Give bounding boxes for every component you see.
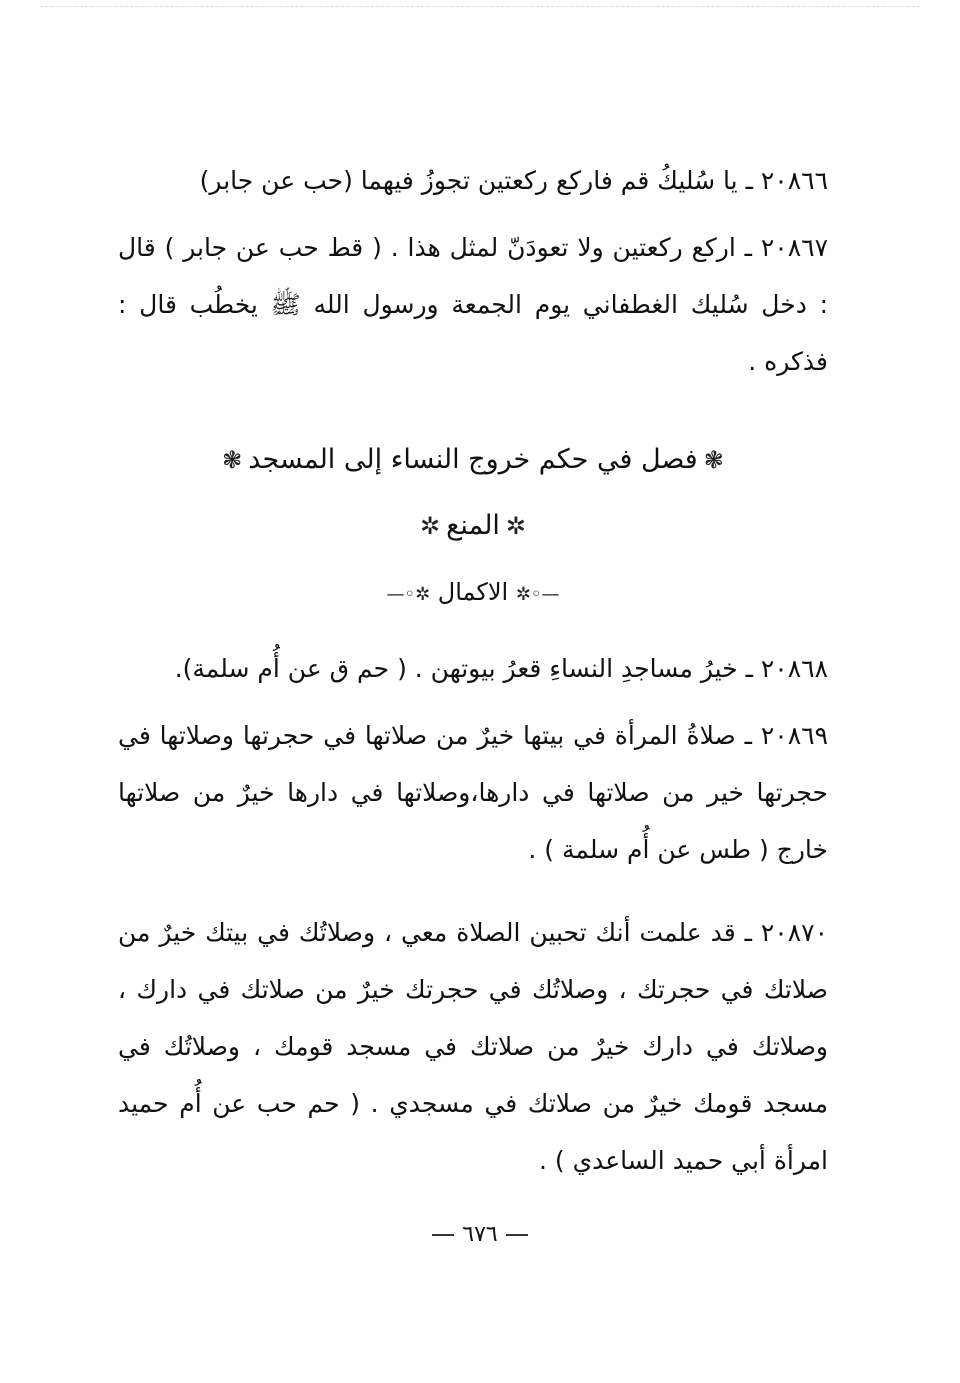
scan-top-rule [40, 6, 920, 7]
ornament-right-icon: ✲ [505, 512, 527, 540]
ornament-left-icon: ❃ [222, 446, 243, 474]
ornament-right-icon: ❃ [703, 446, 724, 474]
subsection-heading [118, 506, 828, 546]
dash-left [432, 1234, 454, 1236]
page-number-text: ٦٧٦ [462, 1222, 498, 1247]
ornament-line-right-icon: —◦✲ [515, 584, 560, 605]
section-heading [118, 440, 828, 480]
hadith-20870: ٢٠٨٧٠ ـ قد علمت أنك تحبين الصلاة معي ، وصلاتُك في بيتك خيرٌ من صلاتك في حجرتك ، وصلاتُك في حجرتك خيرٌ من صلاتك في دارك ، وصلاتك في دارك خيرٌ من صلاتك في مسجد قومك ، وصلاتُك في مسجد قومك خيرٌ من صلاتك في مسجدي . ( حم حب عن أُم حميد امرأة أبي حميد الساعدي ) . [118, 918, 828, 1175]
ornament-line-left-icon: ✲◦— [386, 584, 431, 605]
hadith-20866: ٢٠٨٦٦ ـ يا سُليكُ قم فاركع ركعتين تجوزُ فيهما (حب عن جابر) [199, 166, 828, 195]
subsection-title: المنع [446, 510, 500, 541]
hadith-block-2 [118, 640, 828, 1189]
section-title: فصل في حكم خروج النساء إلى المسجد [248, 444, 698, 475]
dash-right [506, 1234, 528, 1236]
hadith-20867: ٢٠٨٦٧ ـ اركع ركعتين ولا تعودَنّ لمثل هذا . ( قط حب عن جابر ) قال : دخل سُليك الغطفاني يوم الجمعة ورسول الله ﷺ يخطُب قال : فذكره . [118, 233, 828, 376]
page-number [0, 1222, 960, 1247]
ornament-left-icon: ✲ [419, 512, 441, 540]
subsubsection-heading [118, 572, 828, 615]
subsubsection-title: الاكمال [437, 578, 509, 606]
hadith-block-1 [118, 152, 828, 390]
hadith-20868: ٢٠٨٦٨ ـ خيرُ مساجدِ النساءِ قعرُ بيوتهن . ( حم ق عن أُم سلمة). [174, 654, 828, 683]
hadith-20869: ٢٠٨٦٩ ـ صلاةُ المرأة في بيتها خيرٌ من صلاتها في حجرتها وصلاتها في حجرتها خير من صلاتها في دارها،وصلاتها في دارها خيرٌ من صلاتها خارج ( طس عن أُم سلمة ) . [118, 721, 828, 864]
